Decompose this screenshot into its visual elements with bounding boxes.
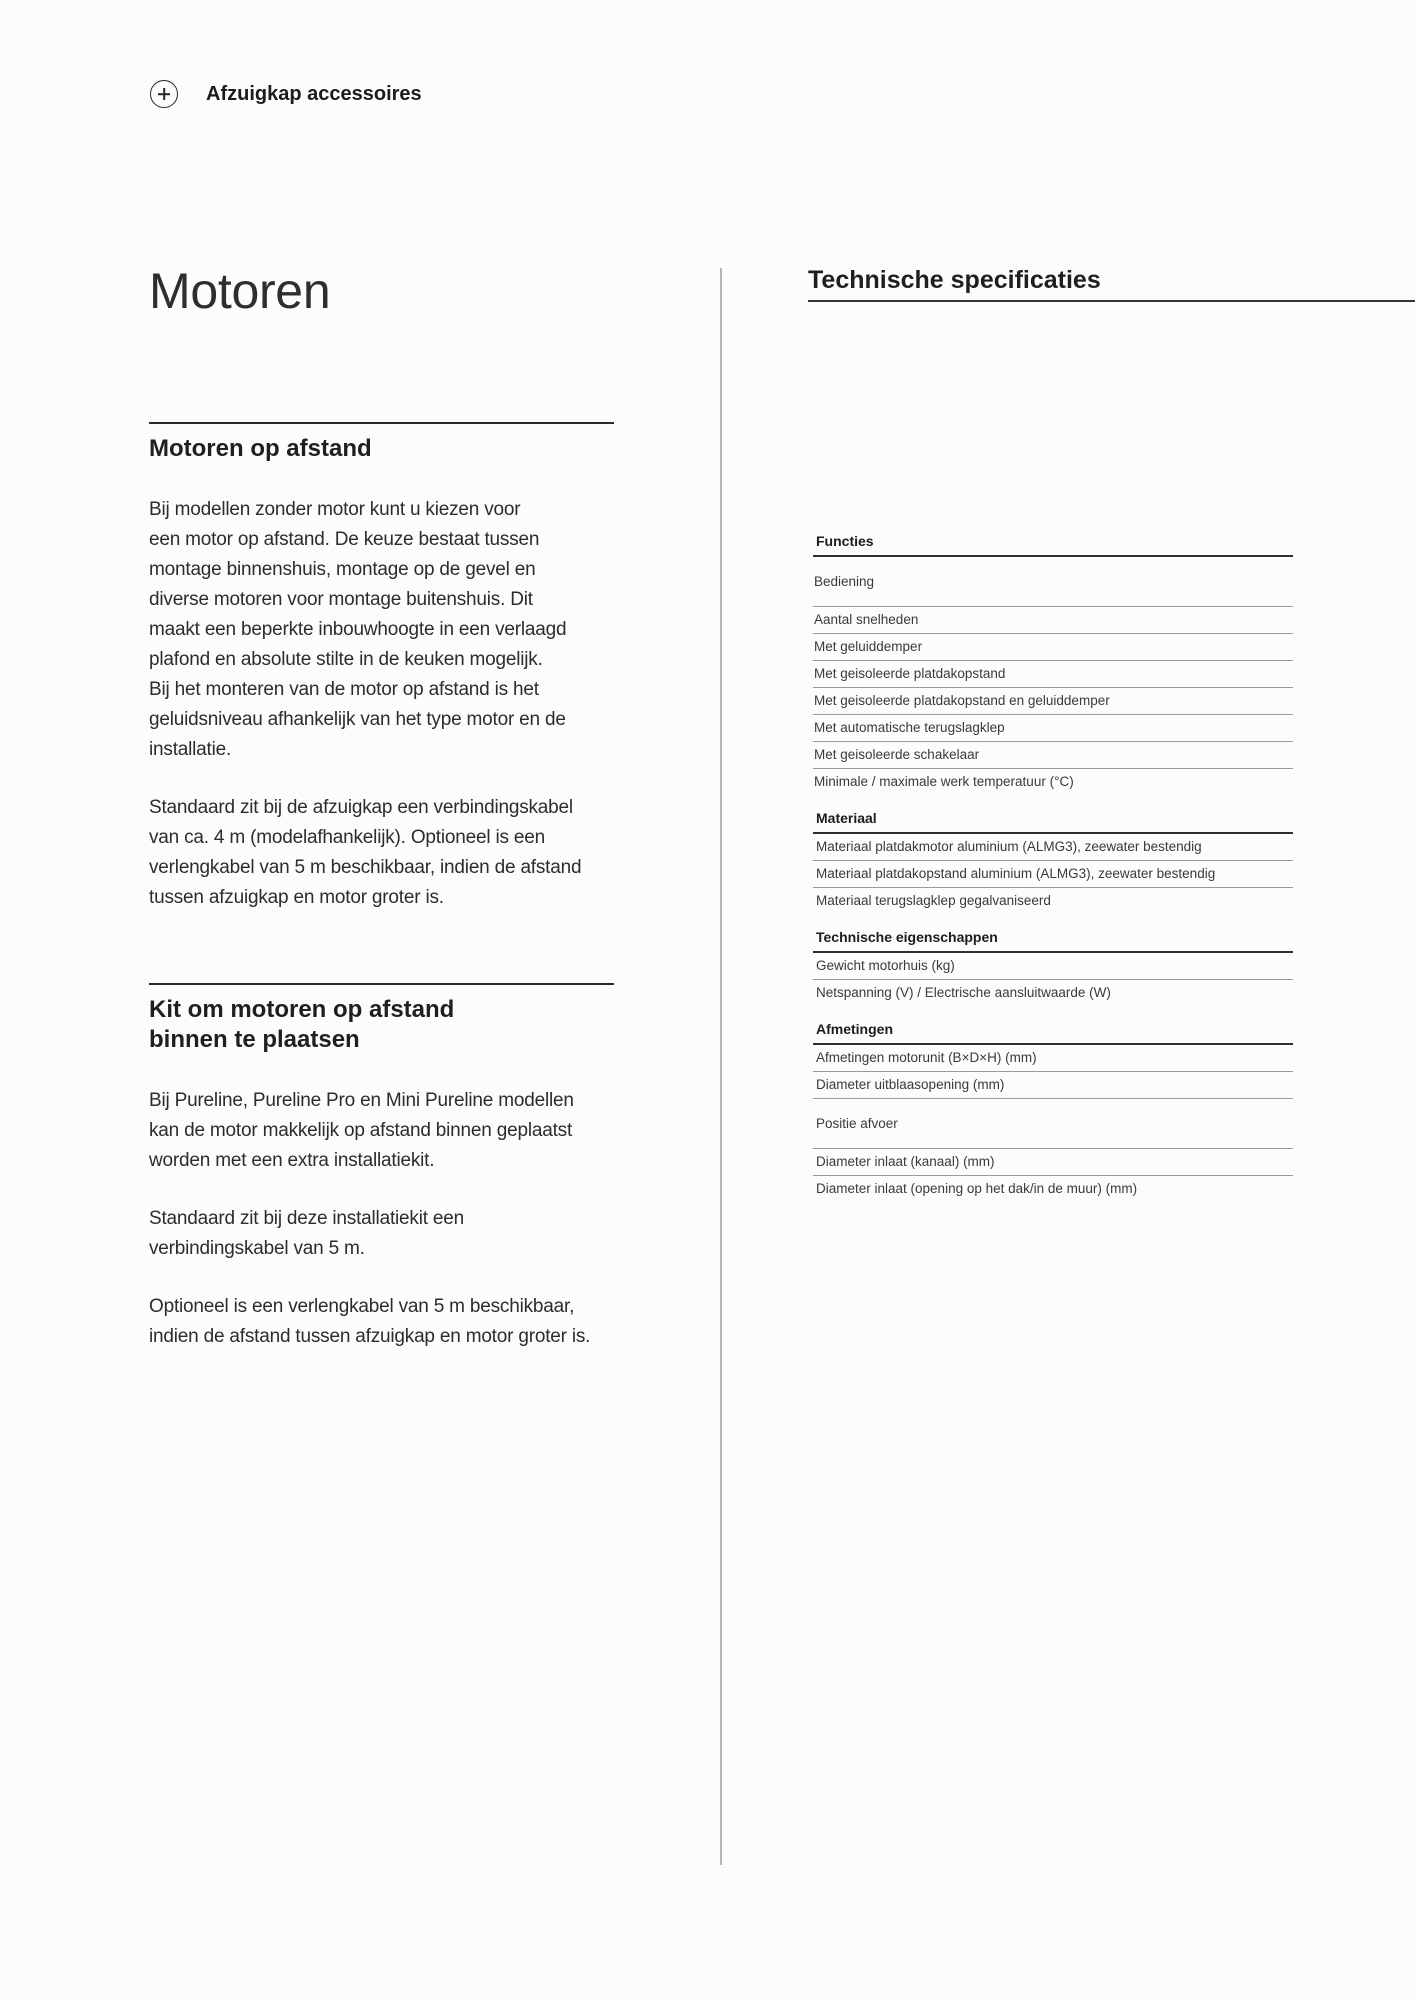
plus-circle-icon[interactable] [150, 80, 178, 108]
section-title [149, 995, 614, 1055]
spec-group-technische-eigenschappen [813, 924, 1293, 1006]
spec-row: Met geisoleerde platdakopstand en geluiddemper [813, 688, 1293, 715]
spec-row: Aantal snelheden [813, 607, 1293, 634]
text-line: van ca. 4 m (modelafhankelijk). Optioneel is een [149, 827, 545, 848]
text-line: montage binnenshuis, montage op de gevel en [149, 559, 536, 580]
specs-title-rule [808, 300, 1415, 302]
spec-row: Met geisoleerde platdakopstand [813, 661, 1293, 688]
text-line: kan de motor makkelijk op afstand binnen geplaatst [149, 1120, 573, 1141]
text-line: tussen afzuigkap en motor groter is. [149, 887, 444, 908]
spec-row: Materiaal platdakopstand aluminium (ALMG3), zeewater bestendig [813, 861, 1293, 888]
column-divider [720, 268, 722, 1865]
text-line: maakt een beperkte inbouwhoogte in een verlaagd [149, 619, 567, 640]
text-line: Optioneel is een verlengkabel van 5 m beschikbaar, [149, 1296, 575, 1317]
header-title: Afzuigkap accessoires [206, 82, 422, 105]
text-line: Standaard zit bij deze installatiekit een [149, 1208, 464, 1229]
text-line: geluidsniveau afhankelijk van het type motor en de [149, 709, 566, 730]
text-line: Standaard zit bij de afzuigkap een verbindingskabel [149, 797, 573, 818]
page-title: Motoren [149, 263, 331, 319]
text-line: verbindingskabel van 5 m. [149, 1238, 365, 1259]
paragraph [149, 1086, 614, 1176]
spec-row: Bediening [813, 557, 1293, 607]
spec-group-label: Materiaal [813, 805, 1293, 834]
spec-row: Positie afvoer [813, 1099, 1293, 1149]
paragraph [149, 1204, 614, 1264]
spec-group-afmetingen [813, 1016, 1293, 1202]
spec-row: Materiaal terugslagklep gegalvaniseerd [816, 893, 1051, 908]
text-line: een motor op afstand. De keuze bestaat tussen [149, 529, 540, 550]
spec-row: Materiaal platdakmotor aluminium (ALMG3), zeewater bestendig [813, 834, 1293, 861]
text-line: installatie. [149, 739, 232, 760]
text-line: Bij Pureline, Pureline Pro en Mini Pureline modellen [149, 1090, 574, 1111]
spec-row: Diameter uitblaasopening (mm) [813, 1072, 1293, 1099]
page-header [150, 78, 422, 110]
spec-row: Met automatische terugslagklep [813, 715, 1293, 742]
text-line: plafond en absolute stilte in de keuken mogelijk. [149, 649, 543, 670]
spec-row: Netspanning (V) / Electrische aansluitwaarde (W) [816, 985, 1111, 1000]
paragraph [149, 1292, 614, 1352]
section-title: Motoren op afstand [149, 435, 372, 462]
spec-group-label: Afmetingen [813, 1016, 1293, 1045]
title-line: binnen te plaatsen [149, 1026, 360, 1053]
spec-row: Met geisoleerde schakelaar [813, 742, 1293, 769]
spec-row: Met geluiddemper [813, 634, 1293, 661]
spec-row: Diameter inlaat (kanaal) (mm) [813, 1149, 1293, 1176]
spec-row: Gewicht motorhuis (kg) [813, 953, 1293, 980]
text-line: indien de afstand tussen afzuigkap en motor groter is. [149, 1326, 591, 1347]
section-kit-motoren [149, 983, 614, 1352]
spec-row: Minimale / maximale werk temperatuur (°C) [814, 774, 1074, 789]
spec-row: Afmetingen motorunit (B×D×H) (mm) [813, 1045, 1293, 1072]
spec-group-label: Functies [813, 528, 1293, 557]
spec-group-functies [813, 528, 1293, 795]
paragraph [149, 495, 614, 765]
text-line: Bij modellen zonder motor kunt u kiezen voor [149, 499, 521, 520]
section-motoren-op-afstand [149, 422, 614, 913]
text-line: diverse motoren voor montage buitenshuis. Dit [149, 589, 533, 610]
title-line: Kit om motoren op afstand [149, 996, 455, 1023]
left-column [149, 255, 614, 1352]
text-line: Bij het monteren van de motor op afstand is het [149, 679, 539, 700]
paragraph [149, 793, 614, 913]
text-line: worden met een extra installatiekit. [149, 1150, 435, 1171]
spec-group-materiaal [813, 805, 1293, 914]
spec-table [813, 528, 1293, 1202]
text-line: verlengkabel van 5 m beschikbaar, indien de afstand [149, 857, 582, 878]
specs-title: Technische specificaties [808, 266, 1101, 294]
spec-row: Diameter inlaat (opening op het dak/in de muur) (mm) [816, 1181, 1138, 1196]
spec-group-label: Technische eigenschappen [813, 924, 1293, 953]
